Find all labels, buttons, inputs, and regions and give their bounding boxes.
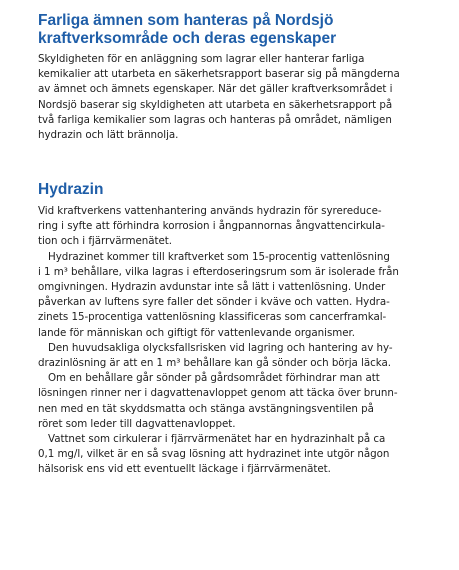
title-line-1: Farliga ämnen som hanteras på Nordsjö [38, 12, 334, 29]
text-line: omgivningen. Hydrazin avdunstar inte så lätt i vattenlösning. Under [38, 281, 386, 294]
title-line-2: kraftverksområde och deras egenskaper [38, 30, 337, 47]
text-line: lösningen rinner ner i dagvattenavloppet genom att täcka över brunn- [38, 387, 398, 400]
text-line: röret som leder till dagvattenavloppet. [38, 417, 236, 430]
text-line: drazinlösning är att en 1 m³ behållare kan gå sönder och börja läcka. [38, 357, 391, 370]
text-line: nen med en tät skyddsmatta och stänga avstängningsventilen på [38, 402, 374, 415]
page-title [38, 12, 448, 48]
text-line: tion och i fjärrvärmenätet. [38, 235, 172, 248]
text-line: i 1 m³ behållare, vilka lagras i efterdoseringsrum som är isolerade från [38, 265, 399, 278]
text-line: Vattnet som cirkulerar i fjärrvärmenätet har en hydrazinhalt på ca [48, 433, 386, 446]
hydrazin-body [38, 204, 450, 478]
text-line: zinets 15-procentiga vattenlösning klassificeras som cancerframkal- [38, 311, 387, 324]
text-line: Den huvudsakliga olycksfallsrisken vid lagring och hantering av hy- [48, 341, 393, 354]
text-line: två farliga kemikalier som lagras och hanteras på området, nämligen [38, 113, 392, 126]
text-line: Nordsjö baserar sig skyldigheten att utarbeta en säkerhetsrapport på [38, 98, 393, 111]
text-line: ring i syfte att förhindra korrosion i ångpannornas ångvattencirkula- [38, 220, 385, 233]
text-line: av ämnet och ämnets egenskaper. När det gäller kraftverksområdet i [38, 83, 393, 96]
text-line: Vid kraftverkens vattenhantering används hydrazin för syrereduce- [38, 205, 382, 217]
text-line: Skyldigheten för en anläggning som lagrar eller hanterar farliga [38, 53, 365, 65]
text-line: 0,1 mg/l, vilket är en så svag lösning att hydrazinet inte utgör någon [38, 448, 390, 461]
text-line: kemikalier att utarbeta en säkerhetsrapport baserar sig på mängderna [38, 68, 400, 81]
section-heading-hydrazin: Hydrazin [38, 181, 104, 198]
intro-paragraph [38, 52, 448, 143]
title-heading [38, 12, 448, 48]
text-line: hälsorisk ens vid ett eventuellt läckage i fjärrvärmenätet. [38, 463, 331, 476]
text-line: Om en behållare går sönder på gårdsområdet förhindrar man att [48, 372, 380, 385]
text-line: lande för människan och giftigt för vattenlevande organismer. [38, 326, 355, 339]
text-line: hydrazin och lätt brännolja. [38, 129, 179, 142]
text-line: påverkan av luftens syre faller det sönder i kväve och vatten. Hydra- [38, 296, 390, 309]
text-line: Hydrazinet kommer till kraftverket som 15-procentig vattenlösning [48, 250, 390, 263]
